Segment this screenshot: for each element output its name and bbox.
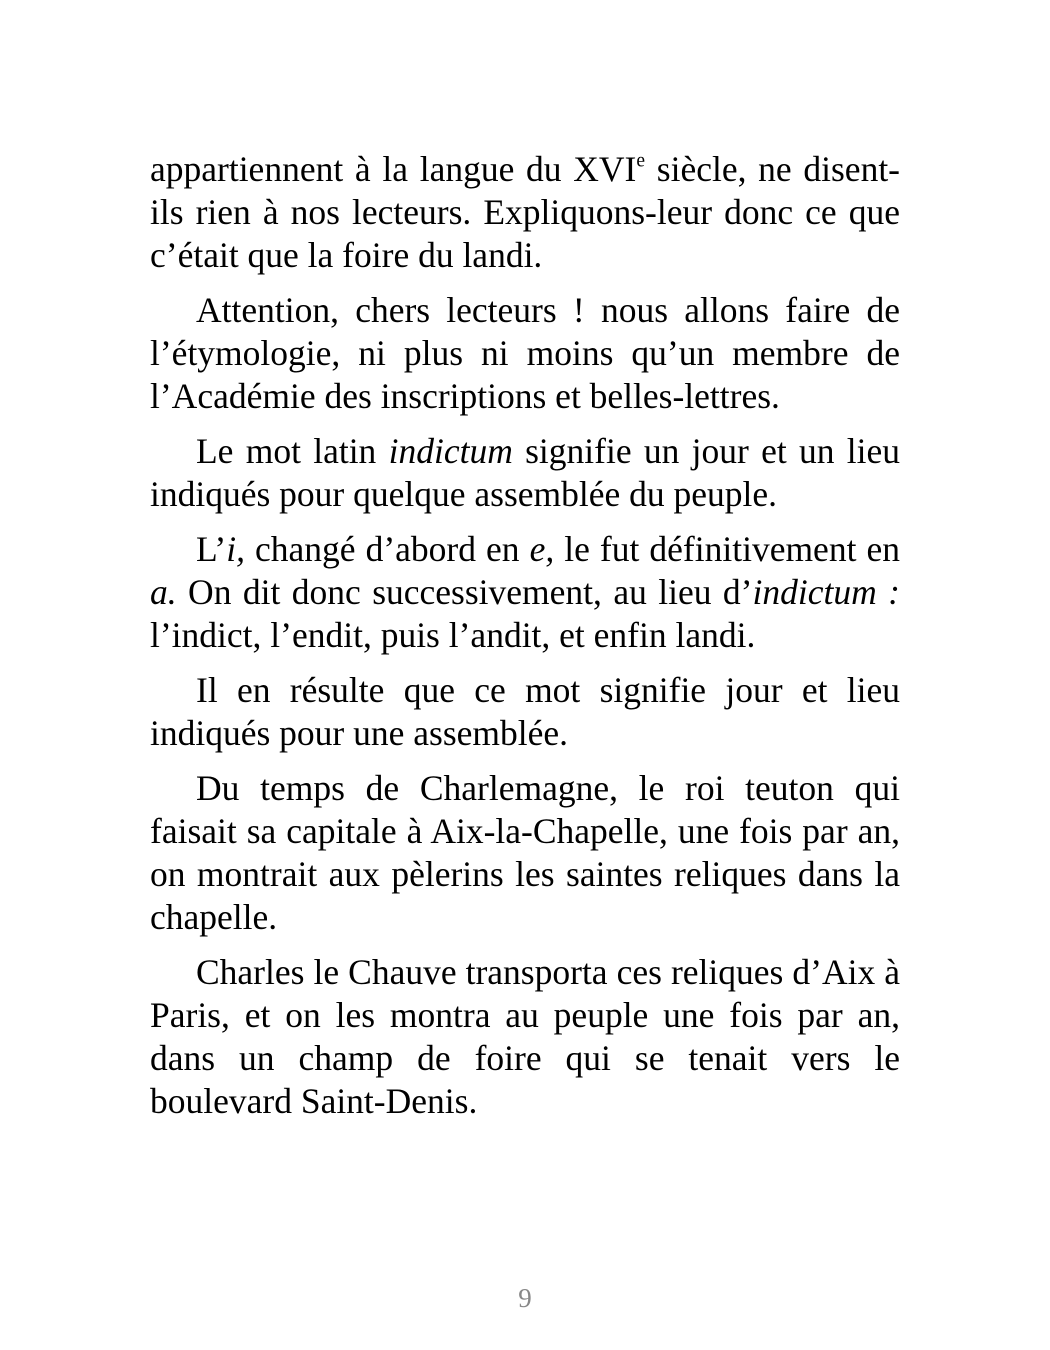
paragraph-1 — [150, 148, 900, 277]
italic-indictum-colon: indictum : — [752, 572, 900, 612]
paragraph-3-text-b: signifie un jour et un lieu indiqués pour quelque assemblée du peuple. — [150, 431, 900, 514]
paragraph-4-text-a: L’ — [196, 529, 227, 569]
paragraph-3-text-a: Le mot latin — [196, 431, 389, 471]
paragraph-1-text-a: appartiennent à la langue du XVI — [150, 149, 637, 189]
paragraph-6: Du temps de Charlemagne, le roi teuton qui faisait sa capitale à Aix-la-Chapelle, une fois par an, on montrait aux pèlerins les saintes reliques dans la chapelle. — [150, 768, 900, 937]
page-body — [150, 148, 900, 1135]
paragraph-5: Il en résulte que ce mot signifie jour et lieu indiqués pour une assemblée. — [150, 670, 900, 753]
paragraph-7: Charles le Chauve transporta ces reliques d’Aix à Paris, et on les montra au peuple une fois par an, dans un champ de foire qui se tenait vers le boulevard Saint-Denis. — [150, 952, 900, 1121]
italic-a: a. — [150, 572, 177, 612]
italic-indictum: indictum — [388, 431, 513, 471]
paragraph-3 — [150, 430, 900, 516]
paragraph-4 — [150, 528, 900, 657]
century-superscript: e — [636, 150, 646, 172]
paragraph-4-text-c: le fut définitivement en — [554, 529, 900, 569]
page-number: 9 — [518, 1283, 532, 1313]
paragraph-1-text-b: siècle, ne disent-ils rien à nos lecteurs. Expliquons-leur donc ce que c’était que la foire du landi. — [150, 149, 901, 275]
paragraph-4-text-d: On dit donc successivement, au lieu d’ — [176, 572, 753, 612]
italic-e: e, — [529, 529, 555, 569]
paragraph-4-text-e: l’indict, l’endit, puis l’andit, et enfin landi. — [150, 615, 756, 655]
paragraph-2: Attention, chers lecteurs ! nous allons faire de l’étymologie, ni plus ni moins qu’un membre de l’Académie des inscriptions et belles-lettres. — [150, 290, 900, 416]
italic-i: i, — [226, 529, 245, 569]
paragraph-4-text-b: changé d’abord en — [245, 529, 530, 569]
